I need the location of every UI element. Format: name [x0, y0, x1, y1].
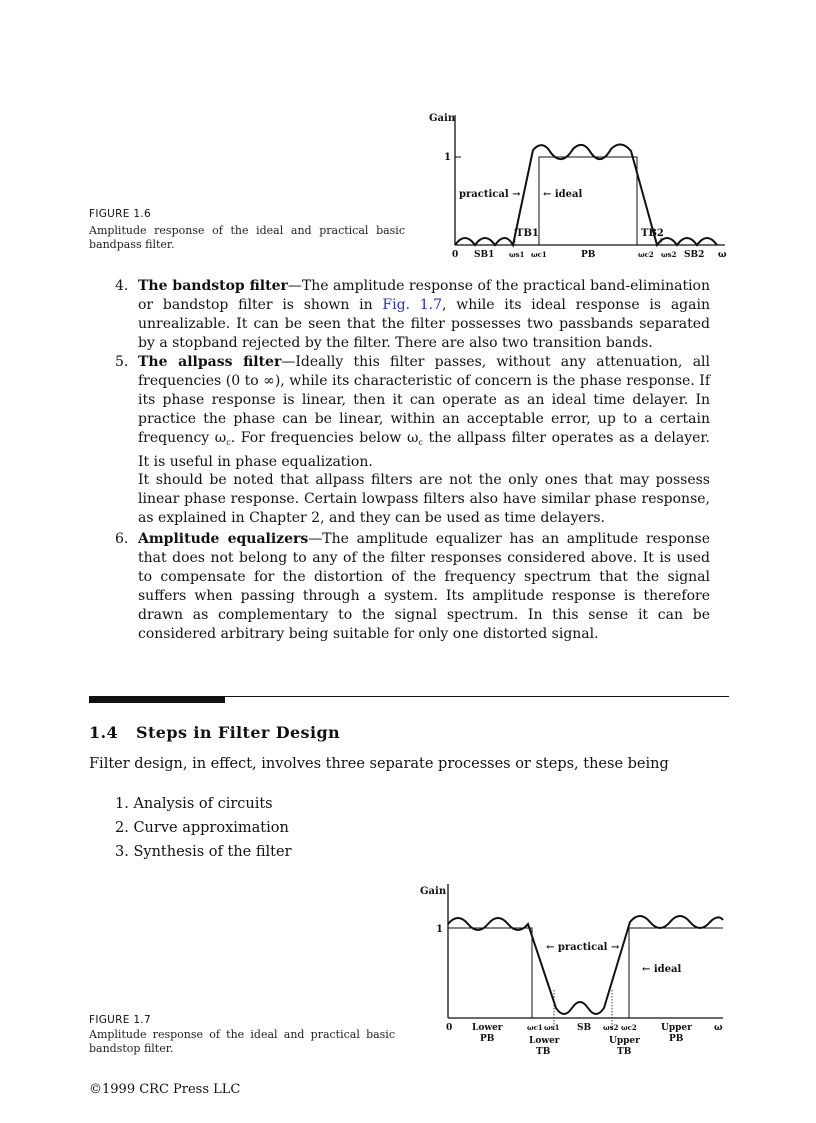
origin-label: 0: [452, 250, 459, 260]
pb-label: PB: [581, 250, 596, 260]
ws2-label: ωs2: [603, 1023, 619, 1032]
upper-tb-label-2: TB: [617, 1047, 632, 1057]
list-item: [115, 816, 292, 840]
figure-1-7-label: FIGURE 1.7: [89, 1014, 151, 1026]
item-title: The allpass filter: [138, 354, 282, 370]
steps-list: [115, 792, 292, 864]
tb2-label: TB2: [641, 228, 664, 239]
wc1-label: ωc1: [527, 1023, 543, 1032]
upper-pb-label-1: Upper: [661, 1023, 692, 1033]
item-number: 4.: [115, 278, 129, 294]
gain-one-label: 1: [444, 152, 451, 163]
item-number: 2.: [115, 820, 129, 836]
item-text: the allpass filter operates as a delayer. It is useful in phase equalization.: [138, 429, 710, 470]
item-number: 1.: [115, 796, 129, 812]
section-intro: Filter design, in effect, involves three separate processes or steps, these being: [89, 756, 669, 772]
sb2-label: SB2: [684, 250, 705, 260]
figure-1-7-caption: Amplitude response of the ideal and practical basic bandstop filter.: [89, 1028, 395, 1055]
gain-label: Gain: [420, 886, 447, 897]
figure-1-6-caption: Amplitude response of the ideal and practical basic bandpass filter.: [89, 224, 405, 251]
omega-label: ω: [714, 1023, 723, 1033]
gain-label: Gain: [429, 113, 456, 124]
gain-one-label: 1: [436, 924, 443, 935]
figure-1-6-bandpass-plot: [425, 105, 735, 263]
subscript-c: c: [226, 437, 231, 447]
section-rule-bar: [89, 697, 225, 703]
item-number: 5.: [115, 354, 129, 370]
item-text: , while its ideal response is again unrealizable. It can be seen that the filter possesses two passbands separated by a stopband rejected by the filter. There are also two transition bands.: [138, 296, 710, 351]
figure-1-6-label: FIGURE 1.6: [89, 208, 151, 220]
origin-label: 0: [446, 1023, 453, 1033]
fig-1-7-link[interactable]: Fig. 1.7: [382, 296, 443, 313]
sb1-label: SB1: [474, 250, 495, 260]
wc1-label: ωc1: [531, 250, 547, 259]
item-text: Curve approximation: [133, 820, 289, 836]
wc2-label: ωc2: [638, 250, 654, 259]
item-text: Analysis of circuits: [133, 796, 273, 812]
list-item-equalizers: [115, 530, 710, 643]
item-text: —The amplitude equalizer has an amplitude response that does not belong to any of the filter responses considered above. It is used to compensate for the distortion of the frequency spectrum that the signal suffers when passing through a system. Its amplitude response is therefore drawn as complementary to the signal spectrum. In this sense it can be considered arbitrary being suitable for only one distorted signal.: [138, 531, 710, 642]
lower-tb-label-2: TB: [536, 1047, 551, 1057]
sb-label: SB: [577, 1023, 592, 1033]
copyright-footer: ©1999 CRC Press LLC: [89, 1082, 241, 1097]
list-item: [115, 792, 292, 816]
upper-tb-label-1: Upper: [609, 1036, 640, 1046]
list-item: [115, 840, 292, 864]
lower-tb-label-1: Lower: [529, 1036, 560, 1046]
section-heading: [89, 723, 340, 742]
lower-pb-label-2: PB: [480, 1034, 495, 1044]
practical-response: [448, 916, 723, 1014]
tb1-label: TB1: [516, 228, 539, 239]
section-number: 1.4: [89, 723, 119, 742]
item-text: . For frequencies below ω: [230, 429, 419, 446]
ideal-label: ← ideal: [642, 964, 682, 975]
item-number: 6.: [115, 531, 129, 547]
ideal-label: ← ideal: [543, 189, 583, 200]
figure-1-7-bandstop-plot: [418, 880, 733, 1062]
item-text: —The amplitude response of the practical band-elimination or bandstop filter is shown in: [138, 278, 710, 313]
practical-label: practical →: [459, 189, 521, 200]
upper-pb-label-2: PB: [669, 1034, 684, 1044]
ws2-label: ωs2: [661, 250, 677, 259]
practical-label: ← practical →: [546, 942, 620, 953]
item-text: —Ideally this filter passes, without any attenuation, all frequencies (0 to ∞), while its characteristic of concern is the phase response. If its phase response is linear, then it can operate as an ideal time delayer. In practice the phase can be linear, within an acceptable error, up to a certain frequency ω: [138, 354, 710, 446]
omega-label: ω: [718, 250, 727, 260]
section-title: Steps in Filter Design: [136, 723, 341, 742]
item-title: Amplitude equalizers: [138, 531, 309, 547]
list-item-allpass: [115, 353, 710, 528]
item-text: Synthesis of the filter: [133, 844, 292, 860]
lower-pb-label-1: Lower: [472, 1023, 503, 1033]
item-number: 3.: [115, 844, 129, 860]
ws1-label: ωs1: [544, 1023, 560, 1032]
subscript-c: c: [418, 437, 423, 447]
ws1-label: ωs1: [509, 250, 525, 259]
item-paragraph: It should be noted that allpass filters are not the only ones that may possess linear phase response. Certain lowpass filters also have similar phase response, as explained in Chapter 2, and they can be used as time delayers.: [138, 472, 710, 527]
list-item-bandstop: [115, 277, 710, 353]
ideal-response: [539, 157, 637, 245]
item-title: The bandstop filter: [138, 278, 288, 294]
wc2-label: ωc2: [621, 1023, 637, 1032]
